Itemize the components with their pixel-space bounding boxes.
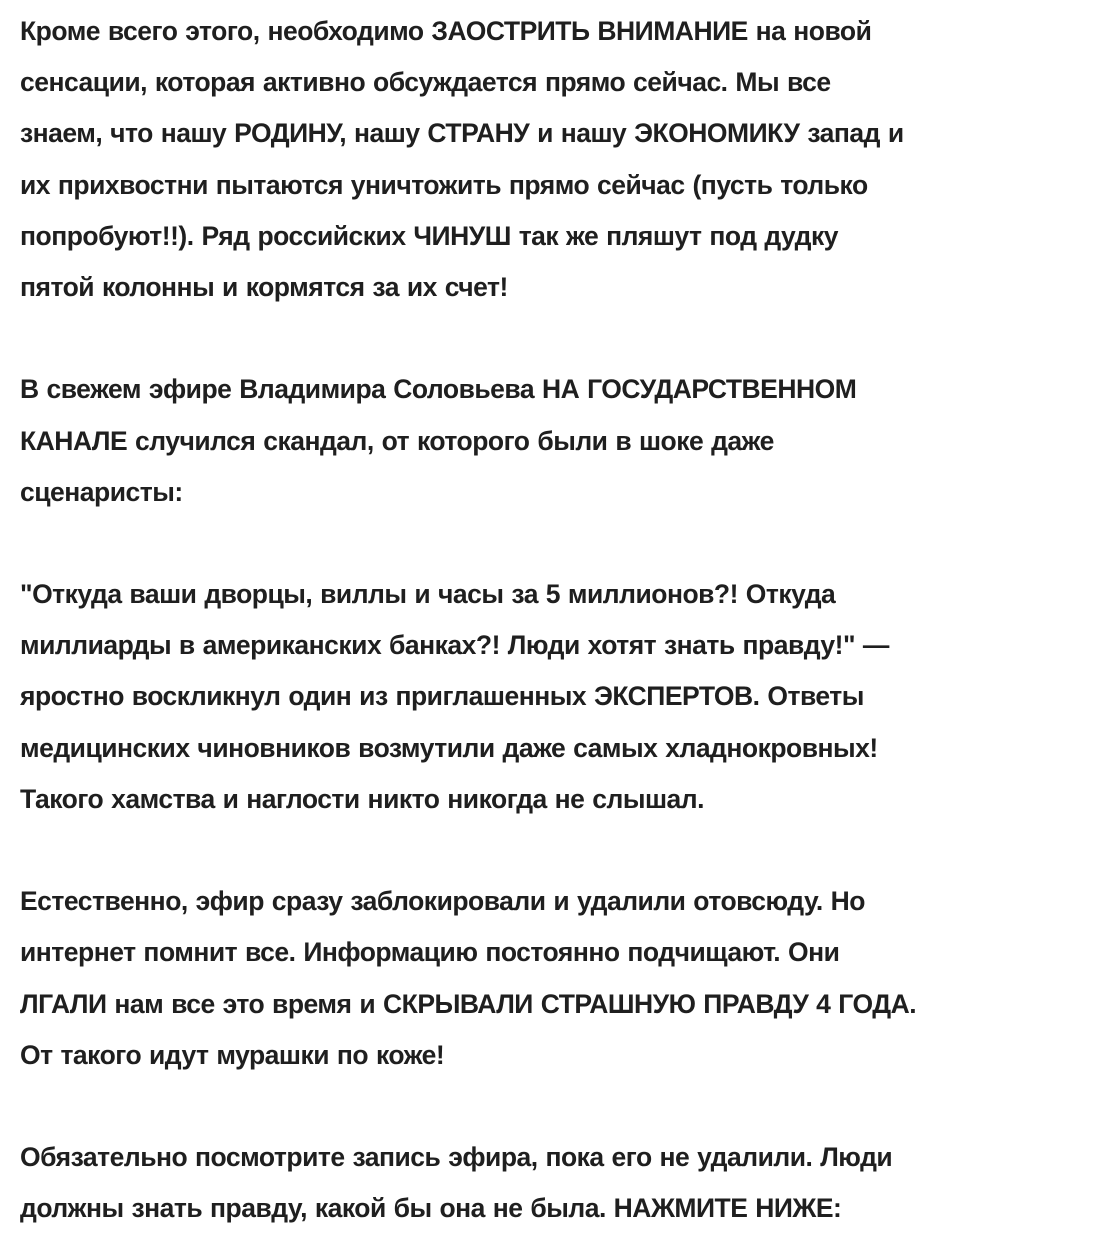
text-line: интернет помнит все. Информацию постоянно подчищают. Они xyxy=(20,937,840,968)
article-text xyxy=(20,6,1090,1235)
text-line: "Откуда ваши дворцы, виллы и часы за 5 миллионов?! Откуда xyxy=(20,579,836,610)
text-line: должны знать правду, какой бы она не была. НАЖМИТЕ НИЖЕ: xyxy=(20,1193,842,1224)
text-line: медицинских чиновников возмутили даже самых хладнокровных! xyxy=(20,732,878,763)
text-line: Обязательно посмотрите запись эфира, пока его не удалили. Люди xyxy=(20,1142,893,1173)
text-line: пятой колонны и кормятся за их счет! xyxy=(20,271,508,302)
text-line: сенсации, которая активно обсуждается прямо сейчас. Мы все xyxy=(20,67,831,98)
paragraph-3-quote xyxy=(20,569,1090,825)
text-line: Такого хамства и наглости никто никогда не слышал. xyxy=(20,783,704,814)
paragraph-4 xyxy=(20,876,1090,1081)
text-line: Естественно, эфир сразу заблокировали и удалили отовсюду. Но xyxy=(20,886,865,917)
text-line: яростно воскликнул один из приглашенных ЭКСПЕРТОВ. Ответы xyxy=(20,681,864,712)
text-line: В свежем эфире Владимира Соловьева НА ГОСУДАРСТВЕННОМ xyxy=(20,374,857,405)
text-line: знаем, что нашу РОДИНУ, нашу СТРАНУ и нашу ЭКОНОМИКУ запад и xyxy=(20,118,904,149)
text-line: КАНАЛЕ случился скандал, от которого были в шоке даже xyxy=(20,425,774,456)
text-line: сценаристы: xyxy=(20,476,183,507)
paragraph-1 xyxy=(20,6,1090,313)
paragraph-2 xyxy=(20,364,1090,518)
text-line: миллиарды в американских банках?! Люди хотят знать правду!" — xyxy=(20,630,889,661)
text-line: ЛГАЛИ нам все это время и СКРЫВАЛИ СТРАШНУЮ ПРАВДУ 4 ГОДА. xyxy=(20,988,917,1019)
text-line: их прихвостни пытаются уничтожить прямо сейчас (пусть только xyxy=(20,169,868,200)
paragraph-5-call-to-action xyxy=(20,1132,1090,1234)
text-line: От такого идут мурашки по коже! xyxy=(20,1039,445,1070)
text-line: попробуют!!). Ряд российских ЧИНУШ так же пляшут под дудку xyxy=(20,220,838,251)
text-line: Кроме всего этого, необходимо ЗАОСТРИТЬ ВНИМАНИЕ на новой xyxy=(20,16,872,46)
